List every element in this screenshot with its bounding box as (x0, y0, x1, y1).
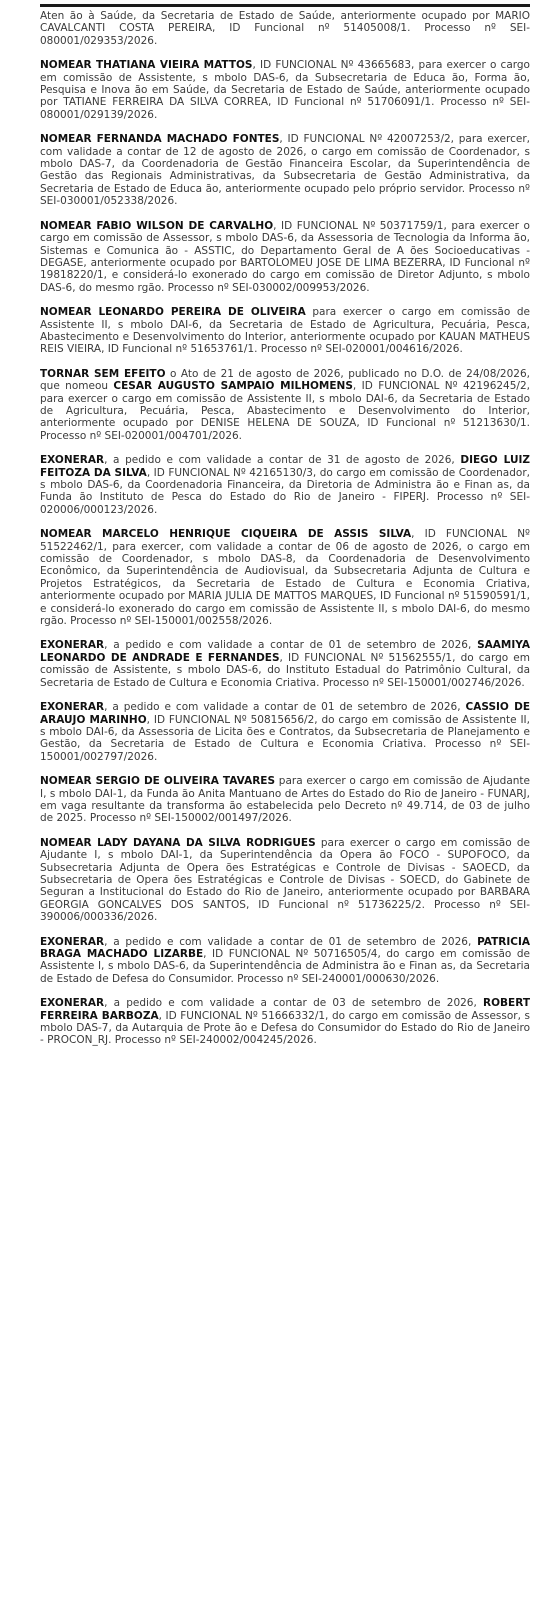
paragraph-tail: , ID FUNCIONAL Nº 51666332/1, do cargo em comissão de Assessor, s mbolo DAS-7, da Autarquia de Prote ão e Defesa do Consumidor do Estado do Rio de Janeiro - PROCON_RJ. Processo nº SEI-240002/004245/2026. (40, 1009, 530, 1047)
paragraph-body: para exercer o cargo em comissão de Ajudante I, s mbolo DAI-1, da Funda ão Anita Mantuano de Artes do Estado do Rio de Janeiro - FUNARJ, em vaga resultante da transforma ão estabelecida pelo Decreto nº 49.714, de 03 de julho de 2025. Processo nº SEI-150002/001497/2026. (40, 775, 530, 825)
paragraph-9 (40, 639, 530, 689)
paragraph-body: , ID FUNCIONAL Nº 50371759/1, para exercer o cargo em comissão de Assessor, s mbolo DAS-6, da Assessoria de Tecnologia da Informa ão, Sistemas e Comunica ão - ASSTIC, do Departamento Geral de A ões Socioeducativas - DEGASE, anteriormente ocupado por BARTOLOMEU JOSE DE LIMA BEZERRA, ID Funcional nº 19818220/1, e considerá-lo exonerado do cargo em comissão de Diretor Adjunto, s mbolo DAS-6, do mesmo rgão. Processo nº SEI-030002/009953/2026. (40, 219, 530, 294)
paragraph-lead: NOMEAR MARCELO HENRIQUE CIQUEIRA DE ASSIS SILVA (40, 528, 412, 541)
paragraph-tail: , ID FUNCIONAL Nº 50716505/4, do cargo em comissão de Assistente I, s mbolo DAS-6, da Superintendência de Administra ão e Finan as, da Secretaria de Estado de Defesa do Consumidor. Processo nº SEI-240001/000630/2026. (40, 948, 530, 985)
paragraph-lead: NOMEAR THATIANA VIEIRA MATTOS (40, 59, 253, 72)
paragraph-13 (40, 936, 530, 986)
paragraph-lead: NOMEAR LADY DAYANA DA SILVA RODRIGUES (40, 836, 316, 849)
paragraph-lead: NOMEAR LEONARDO PEREIRA DE OLIVEIRA (40, 306, 306, 319)
paragraph-body: , a pedido e com validade a contar de 03 de setembro de 2026, (104, 997, 484, 1010)
paragraph-lead: TORNAR SEM EFEITO (40, 367, 166, 380)
paragraph-lead: EXONERAR (40, 935, 105, 948)
paragraph-14 (40, 997, 530, 1047)
paragraph-body: , a pedido e com validade a contar de 31 de agosto de 2026, (104, 454, 461, 467)
paragraph-5 (40, 306, 530, 356)
paragraph-lead: EXONERAR (40, 701, 105, 714)
paragraph-body: , ID FUNCIONAL Nº 51522462/1, para exercer, com validade a contar de 06 de agosto de 2026, o cargo em comissão de Coordenador, s mbolo DAS-8, da Coordenadoria de Desenvolvimento Econômico, da Superintendência de Audiovisual, da Subsecretaria Adjunta de Cultura e Projetos Estratégicos, da Secretaria de Estado de Cultura e Economia Criativa, anteriormente ocupado por MARIA JULIA DE MATTOS MARQUES, ID Funcional nº 51590591/1, e considerá-lo exonerado do cargo em comissão de Assistente II, s mbolo DAI-6, do mesmo rgão. Processo nº SEI-150001/002558/2026. (40, 528, 530, 628)
paragraph-person-name: CASSIO DE ARAUJO MARINHO (40, 701, 530, 726)
paragraph-10 (40, 701, 530, 763)
paragraph-body: , ID FUNCIONAL Nº 43665683, para exercer o cargo em comissão de Assistente, s mbolo DAS-6, da Subsecretaria de Educa ão, Forma ão, Pesquisa e Inova ão em Saúde, da Secretaria de Estado de Saúde, anteriormente ocupado por TATIANE FERREIRA DA SILVA CORREA, ID Funcional nº 51706091/1. Processo nº SEI-080001/029139/2026. (40, 59, 530, 121)
paragraph-tail: , ID FUNCIONAL Nº 50815656/2, do cargo em comissão de Assistente II, s mbolo DAI-6, da Assessoria de Licita ões e Contratos, da Subsecretaria de Planejamento e Gestão, da Secretaria de Estado de Cultura e Economia Criativa. Processo nº SEI-150001/002797/2026. (40, 713, 530, 763)
paragraph-tail: , ID FUNCIONAL Nº 42196245/2, para exercer o cargo em comissão de Assistente II, s mbolo DAI-6, da Secretaria de Estado de Agricultura, Pecuária, Pesca, Abastecimento e Desenvolvimento do Interior, anteriormente ocupado por DENISE HELENA DE SOUZA, ID Funcional nº 51213630/1. Processo nº SEI-020001/004701/2026. (40, 380, 530, 442)
paragraph-7 (40, 454, 530, 516)
paragraph-3 (40, 133, 530, 207)
paragraph-person-name: SAAMIYA LEONARDO DE ANDRADE E FERNANDES (40, 639, 530, 664)
paragraph-person-name: PATRICIA BRAGA MACHADO LIZARBE (40, 935, 530, 960)
paragraph-tail: , ID FUNCIONAL Nº 42165130/3, do cargo em comissão de Coordenador, s mbolo DAS-6, da Coordenadoria Financeira, da Diretoria de Administra ão e Finan as, da Funda ão Instituto de Pesca do Estado do Rio de Janeiro - FIPERJ. Processo nº SEI-020006/000123/2026. (40, 466, 530, 516)
paragraph-body: , a pedido e com validade a contar de 01 de setembro de 2026, (104, 639, 478, 652)
paragraph-lead: EXONERAR (40, 997, 105, 1010)
paragraph-8 (40, 528, 530, 627)
paragraph-lead: NOMEAR FABIO WILSON DE CARVALHO (40, 219, 274, 232)
paragraph-1 (40, 10, 530, 47)
paragraph-lead: EXONERAR (40, 454, 105, 467)
paragraph-2 (40, 59, 530, 121)
paragraph-11 (40, 775, 530, 825)
paragraph-body: , a pedido e com validade a contar de 01 de setembro de 2026, (104, 701, 466, 714)
paragraph-body: , ID FUNCIONAL Nº 42007253/2, para exercer, com validade a contar de 12 de agosto de 2026, o cargo em comissão de Coordenador, s mbolo DAS-7, da Coordenadoria de Gestão Financeira Escolar, da Superintendência de Gestão das Regionais Administrativas, da Subsecretaria de Gestão Administrativa, da Secretaria de Estado de Educa ão, anteriormente ocupado pelo próprio servidor. Processo nº SEI-030001/052338/2026. (40, 133, 530, 208)
paragraph-person-name: CESAR AUGUSTO SAMPAIO MILHOMENS (113, 380, 353, 393)
paragraph-body: o Ato de 21 de agosto de 2026, publicado no D.O. de 24/08/2026, que nomeou (40, 367, 530, 393)
paragraph-person-name: DIEGO LUIZ FEITOZA DA SILVA (40, 454, 530, 479)
paragraph-body: , a pedido e com validade a contar de 01 de setembro de 2026, (104, 935, 478, 948)
paragraph-tail: , ID FUNCIONAL Nº 51562555/1, do cargo em comissão de Assistente, s mbolo DAS-6, do Instituto Estadual do Patrimônio Cultural, da Secretaria de Estado de Cultura e Economia Criativa. Processo nº SEI-150001/002746/2026. (40, 651, 530, 689)
paragraph-body: para exercer o cargo em comissão de Assistente II, s mbolo DAI-6, da Secretaria de Estado de Agricultura, Pecuária, Pesca, Abastecimento e Desenvolvimento do Interior, anteriormente ocupado por KAUAN MATHEUS REIS VIEIRA, ID Funcional nº 51653761/1. Processo nº SEI-020001/004616/2026. (40, 306, 530, 356)
paragraph-person-name: ROBERT FERREIRA BARBOZA (40, 997, 530, 1022)
paragraph-12 (40, 837, 530, 924)
paragraph-6 (40, 368, 530, 442)
paragraph-body: para exercer o cargo em comissão de Ajudante I, s mbolo DAI-1, da Superintendência da Opera ão FOCO - SUPOFOCO, da Subsecretaria Adjunta de Opera ões Estratégicas e Controle de Divisas - SAOECD, da Subsecretaria de Opera ões Estratégicas e Controle de Divisas - SOECD, do Gabinete de Seguran a Institucional do Estado do Rio de Janeiro, anteriormente ocupado por BARBARA GEORGIA GONCALVES DOS SANTOS, ID Funcional nº 51736225/2. Processo nº SEI-390006/000336/2026. (40, 836, 530, 924)
top-rule (40, 4, 530, 7)
paragraph-lead: NOMEAR FERNANDA MACHADO FONTES (40, 133, 280, 146)
paragraph-4 (40, 220, 530, 294)
document-page (40, 10, 530, 1059)
paragraph-body: Aten ão à Saúde, da Secretaria de Estado de Saúde, anteriormente ocupado por MARIO CAVALCANTI COSTA PEREIRA, ID Funcional nº 51405008/1. Processo nº SEI-080001/029353/2026. (40, 10, 530, 47)
paragraph-lead: NOMEAR SERGIO DE OLIVEIRA TAVARES (40, 775, 276, 788)
paragraph-lead: EXONERAR (40, 639, 105, 652)
